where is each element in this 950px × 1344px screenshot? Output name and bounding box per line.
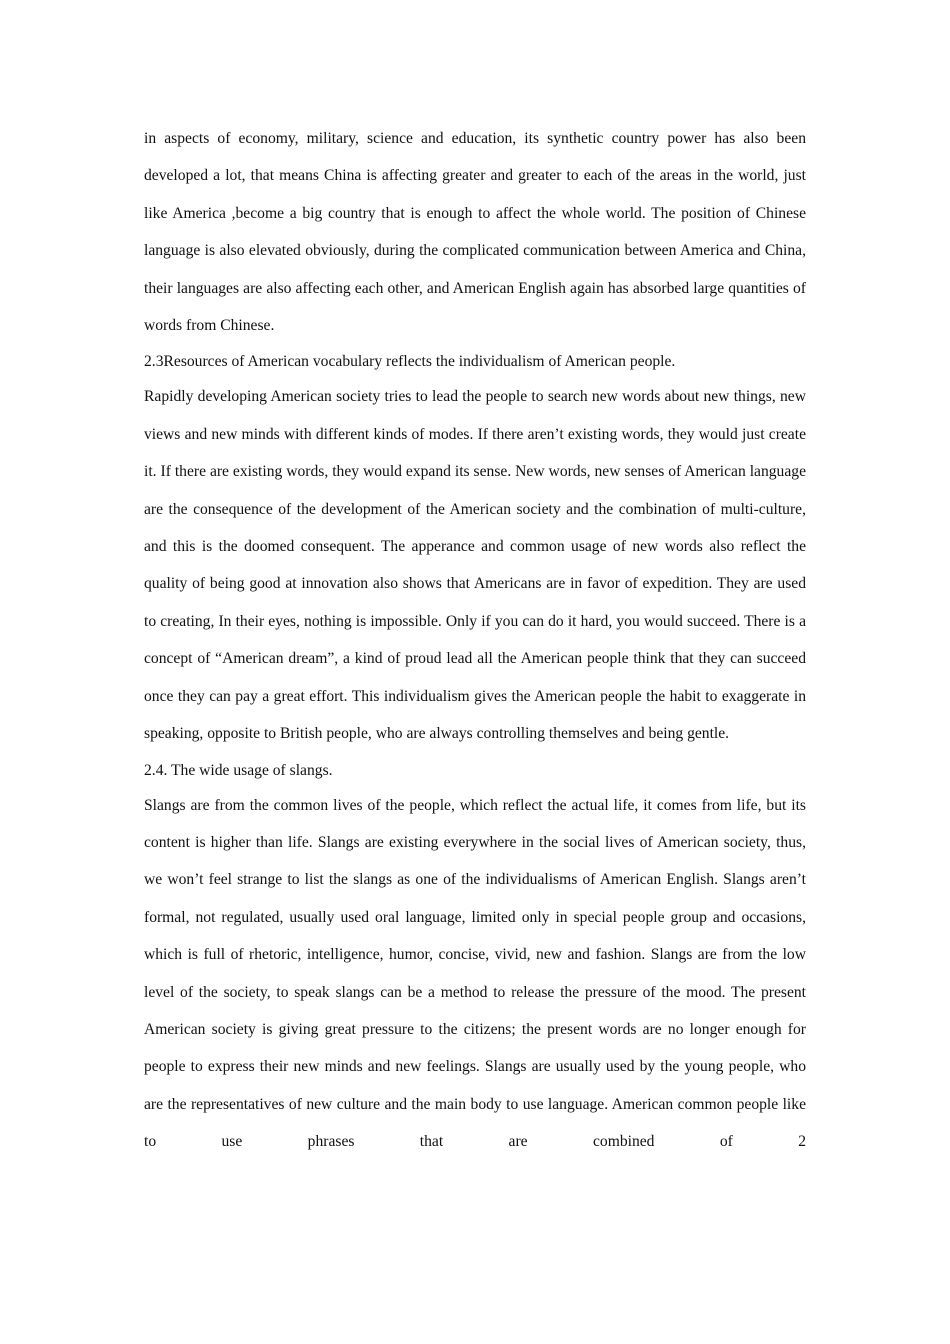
section-heading-2-4: 2.4. The wide usage of slangs. (144, 761, 333, 779)
body-paragraph-1: in aspects of economy, military, science and education, its synthetic country power has also been developed a lot, that means China is affecting greater and greater to each of the areas in the world, just like America ,become a big country that is enough to affect the whole world. The position of Chinese language is also elevated obviously, during the complicated communication between America and China, their languages are also affecting each other, and American English again has absorbed large quantities of words from Chinese. (144, 130, 806, 335)
document-page (144, 120, 806, 1161)
body-paragraph-3: Slangs are from the common lives of the people, which reflect the actual life, it comes from life, but its content is higher than life. Slangs are existing everywhere in the social lives of American society, thus, we won’t feel strange to list the slangs as one of the individualisms of American English. Slangs aren’t formal, not regulated, usually used oral language, limited only in special people group and occasions, which is full of rhetoric, intelligence, humor, concise, vivid, new and fashion. Slangs are from the low level of the society, to speak slangs can be a method to release the pressure of the mood. The present American society is giving great pressure to the citizens; the present words are no longer enough for people to express their new minds and new feelings. Slangs are usually used by the young people, who are the representatives of new culture and the main body to use language. American common people like to use phrases that are combined of 2 (144, 796, 806, 1151)
section-heading-2-3: 2.3Resources of American vocabulary reflects the individualism of American people. (144, 353, 676, 371)
body-paragraph-2: Rapidly developing American society tries to lead the people to search new words about new things, new views and new minds with different kinds of modes. If there aren’t existing words, they would just create it. If there are existing words, they would expand its sense. New words, new senses of American language are the consequence of the development of the American society and the combination of multi-culture, and this is the doomed consequent. The apperance and common usage of new words also reflect the quality of being good at innovation also shows that Americans are in favor of expedition. They are used to creating, In their eyes, nothing is impossible. Only if you can do it hard, you would succeed. There is a concept of “American dream”, a kind of proud lead all the American people think that they can succeed once they can pay a great effort. This individualism gives the American people the habit to exaggerate in speaking, opposite to British people, who are always controlling themselves and being gentle. (144, 388, 806, 743)
